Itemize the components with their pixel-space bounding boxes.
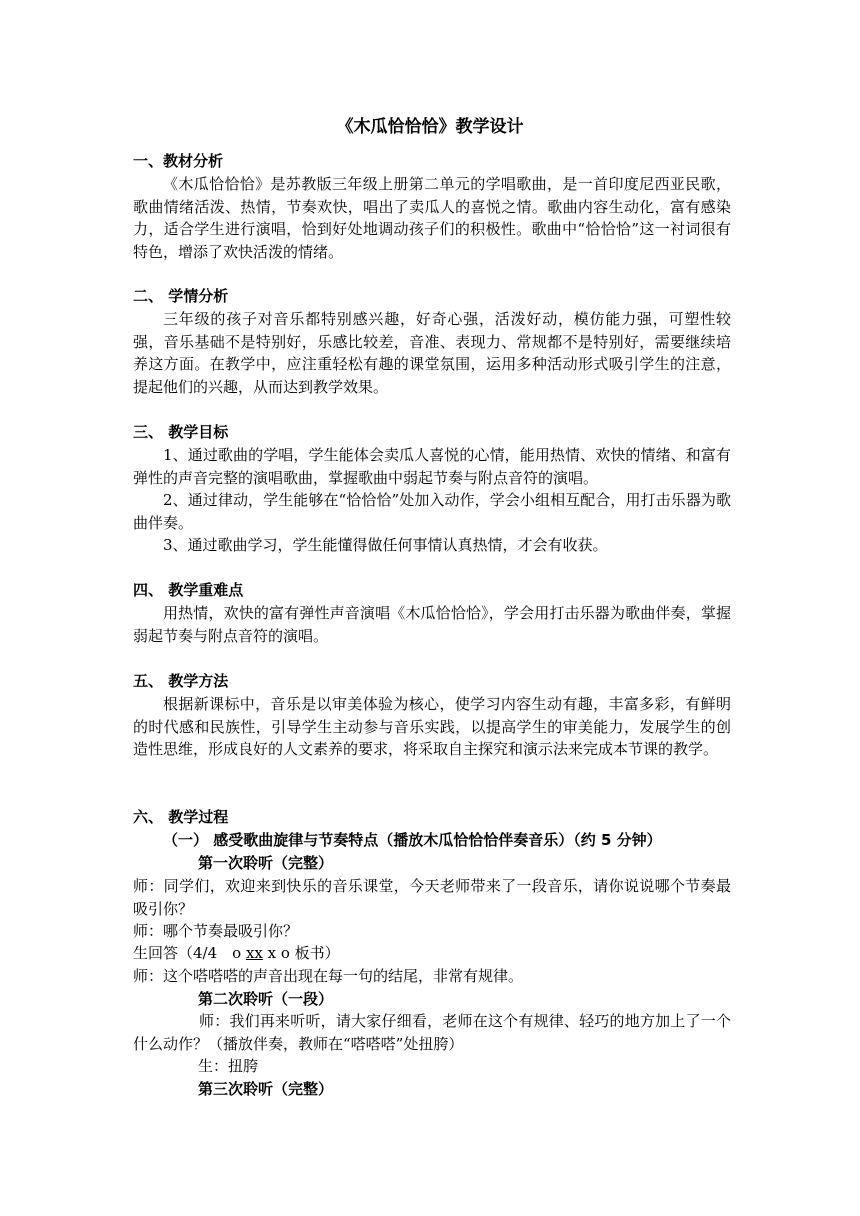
section-heading-2: 二、 学情分析	[133, 287, 229, 305]
section-heading-5: 五、 教学方法	[133, 672, 229, 690]
section-heading-3: 三、 教学目标	[133, 423, 229, 441]
section-heading-1: 一、教材分析	[133, 152, 224, 170]
section-paragraph-2: 三年级的孩子对音乐都特别感兴趣，好奇心强，活泼好动，模仿能力强，可塑性较强，音乐基础不是特别好，乐感比较差，音准、表现力、常规都不是特别好，需要继续培养这方面。在教学中，应注重轻松有趣的课堂氛围，运用多种活动形式吸引学生的注意，提起他们的兴趣，从而达到教学效果。	[133, 310, 731, 396]
goal-1: 1、通过歌曲的学唱，学生能体会卖瓜人喜悦的心情，能用热情、欢快的情绪、和富有弹性的声音完整的演唱歌曲，掌握歌曲中弱起节奏与附点音符的演唱。	[133, 446, 731, 487]
student-answer-line	[133, 942, 703, 965]
goal-3: 3、通过歌曲学习，学生能懂得做任何事情认真热情，才会有收获。	[163, 536, 608, 554]
student-line-5: 生：扭胯	[198, 1057, 259, 1075]
goal-2: 2、通过律动，学生能够在“恰恰恰”处加入动作，学会小组相互配合，用打击乐器为歌曲伴奏。	[133, 491, 731, 532]
document-title: 《木瓜恰恰恰》教学设计	[336, 117, 524, 137]
third-listening-label: 第三次聆听（完整）	[198, 1080, 334, 1098]
section-heading-4: 四、 教学重难点	[133, 581, 244, 599]
first-listening-label: 第一次聆听（完整）	[198, 854, 334, 872]
teacher-line-4: 师：我们再来听听，请大家仔细看，老师在这个有规律、轻巧的地方加上了一个什么动作？（播放伴奏，教师在“嗒嗒嗒”处扭胯）	[133, 1012, 731, 1053]
teacher-line-1: 师：同学们，欢迎来到快乐的音乐课堂，今天老师带来了一段音乐，请你说说哪个节奏最吸引你？	[133, 877, 731, 918]
section-paragraph-5: 根据新课标中，音乐是以审美体验为核心，使学习内容生动有趣，丰富多彩，有鲜明的时代感和民族性，引导学生主动参与音乐实践，以提高学生的审美能力，发展学生的创造性思维，形成良好的人文素养的要求，将采取自主探究和演示法来完成本节课的教学。	[133, 695, 731, 758]
process-step-1-heading: （一） 感受歌曲旋律与节奏特点（播放木瓜恰恰恰伴奏音乐）（约 5 分钟）	[163, 831, 662, 849]
section-paragraph-1: 《木瓜恰恰恰》是苏教版三年级上册第二单元的学唱歌曲，是一首印度尼西亚民歌，歌曲情绪活泼、热情，节奏欢快，唱出了卖瓜人的喜悦之情。歌曲内容生动化，富有感染力，适合学生进行演唱，恰到好处地调动孩子们的积极性。歌曲中“恰恰恰”这一衬词很有特色，增添了欢快活泼的情绪。	[133, 175, 731, 261]
answer-suffix: x o 板书）	[262, 944, 340, 962]
second-listening-label: 第二次聆听（一段）	[198, 990, 334, 1008]
section-heading-6: 六、 教学过程	[133, 808, 229, 826]
teacher-line-3: 师：这个嗒嗒嗒的声音出现在每一句的结尾，非常有规律。	[133, 967, 524, 985]
answer-prefix: 生回答（4/4 o	[133, 944, 246, 962]
teacher-line-2: 师：哪个节奏最吸引你？	[133, 922, 299, 940]
answer-rhythm-underlined: xx	[245, 944, 263, 962]
section-paragraph-4: 用热情，欢快的富有弹性声音演唱《木瓜恰恰恰》，学会用打击乐器为歌曲伴奏，掌握弱起节奏与附点音符的演唱。	[133, 604, 731, 645]
